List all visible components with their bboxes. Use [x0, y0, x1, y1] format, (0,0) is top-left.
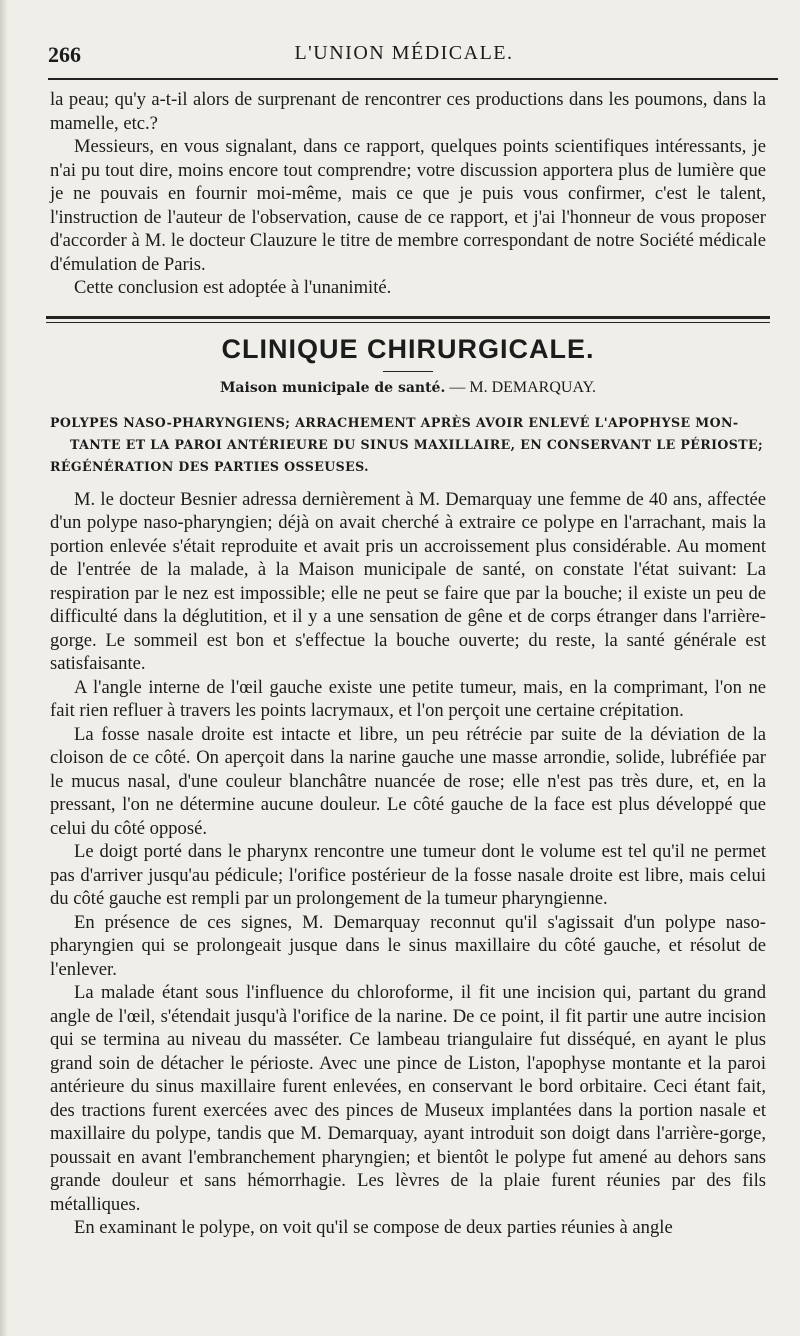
running-title: L'UNION MÉDICALE.	[294, 42, 514, 64]
venue-author: — M. DEMARQUAY.	[449, 378, 597, 396]
header-rule	[48, 78, 778, 80]
body-paragraph: Le doigt porté dans le pharynx rencontre une tumeur dont le volume est tel qu'il ne permet pas d'arriver jusqu'au pédicule; l'orifice postérieur de la fosse nasale droite est libre, mais celui du côté gauche est rempli par un prolongement de la tumeur pharyngienne.	[50, 841, 766, 909]
case-title-line: POLYPES NASO-PHARYNGIENS; ARRACHEMENT APRÈS AVOIR ENLEVÉ L'APOPHYSE MON-	[50, 414, 739, 430]
page-header	[48, 36, 760, 72]
case-title	[50, 412, 766, 478]
body-paragraph: En examinant le polype, on voit qu'il se compose de deux parties réunies à angle	[74, 1217, 673, 1238]
body-paragraph: La malade étant sous l'influence du chloroforme, il fit une incision qui, partant du grand angle de l'œil, s'étendait jusqu'à l'orifice de la narine. De ce point, il fit partir une autre incision qui se termina au niveau du masséter. Ce lambeau triangulaire fut disséqué, en ayant le plus grand soin de détacher le périoste. Avec une pince de Liston, l'apophyse montante et la paroi antérieure du sinus maxillaire furent enlevées, en conservant le bord orbitaire. Ceci étant fait, des tractions furent exercées avec des pinces de Museux implantées dans la portion nasale et maxillaire du polype, tandis que M. Demarquay, ayant introduit son doigt dans l'arrière-gorge, poussait en avant l'embranchement pharyngien; et bientôt le polype fut amené au dehors sans grande douleur et sans hémorrhagie. Les lèvres de la plaie furent réunies par des fils métalliques.	[50, 982, 766, 1215]
case-title-line: RÉGÉNÉRATION DES PARTIES OSSEUSES.	[50, 458, 369, 474]
page-gutter-shadow	[0, 0, 8, 1336]
venue-place: Maison municipale de santé.	[219, 379, 446, 396]
section-divider	[46, 316, 770, 323]
body-paragraph: En présence de ces signes, M. Demarquay reconnut qu'il s'agissait d'un polype naso-pharyngien qui se prolongeait jusque dans le sinus maxillaire du côté gauche, et résolut de l'enlever.	[50, 911, 766, 980]
body-paragraph: La fosse nasale droite est intacte et libre, un peu rétrécie par suite de la déviation de la cloison de ce côté. On aperçoit dans la narine gauche une masse arrondie, solide, lubréfiée par le mucus nasal, d'une couleur blanchâtre nuancée de rose; elle n'est pas très dure, et, en la pressant, l'on ne détermine aucune douleur. Le côté gauche de la face est plus développé que celui du côté opposé.	[50, 723, 766, 839]
body-paragraph: A l'angle interne de l'œil gauche existe une petite tumeur, mais, en la comprimant, l'on ne fait rien refluer à travers les points lacrymaux, et l'on perçoit une certaine crépitation.	[50, 676, 766, 721]
section-venue	[50, 378, 766, 398]
title-underline	[383, 371, 433, 372]
intro-paragraph: Messieurs, en vous signalant, dans ce rapport, quelques points scientifiques intéressants, je n'ai pu tout dire, moins encore tout comprendre; votre discussion apportera plus de lumière que je ne pouvais en fournir moi-même, mais ce que je puis vous confirmer, c'est le talent, l'instruction de l'auteur de l'observation, cause de ce rapport, et j'ai l'honneur de vous proposer d'accorder à M. le docteur Clauzure le titre de membre correspondant de notre Société médicale d'émulation de Paris.	[50, 136, 766, 275]
intro-paragraph: la peau; qu'y a-t-il alors de surprenant de rencontrer ces productions dans les poumons, dans la mamelle, etc.?	[50, 89, 766, 134]
article-body	[50, 88, 766, 1240]
page-number: 266	[48, 42, 81, 67]
case-title-line: TANTE ET LA PAROI ANTÉRIEURE DU SINUS MAXILLAIRE, EN CONSERVANT LE PÉRIOSTE;	[70, 436, 764, 452]
intro-paragraph: Cette conclusion est adoptée à l'unanimité.	[74, 277, 392, 298]
section-title: CLINIQUE CHIRURGICALE.	[221, 333, 595, 364]
body-paragraph: M. le docteur Besnier adressa dernièrement à M. Demarquay une femme de 40 ans, affectée d'un polype naso-pharyngien; déjà on avait cherché à extraire ce polype en l'arrachant, mais la portion enlevée s'était reproduite et avait pris un accroissement plus considérable. Au moment de l'entrée de la malade, à la Maison municipale de santé, on constate l'état suivant: La respiration par le nez est impossible; elle ne peut se faire que par la bouche; il existe un peu de difficulté dans la déglutition, et il y a une sensation de gêne et de corps étranger dans l'arrière-gorge. Le sommeil est bon et s'effectue la bouche ouverte; du reste, la santé générale est satisfaisante.	[50, 488, 766, 674]
